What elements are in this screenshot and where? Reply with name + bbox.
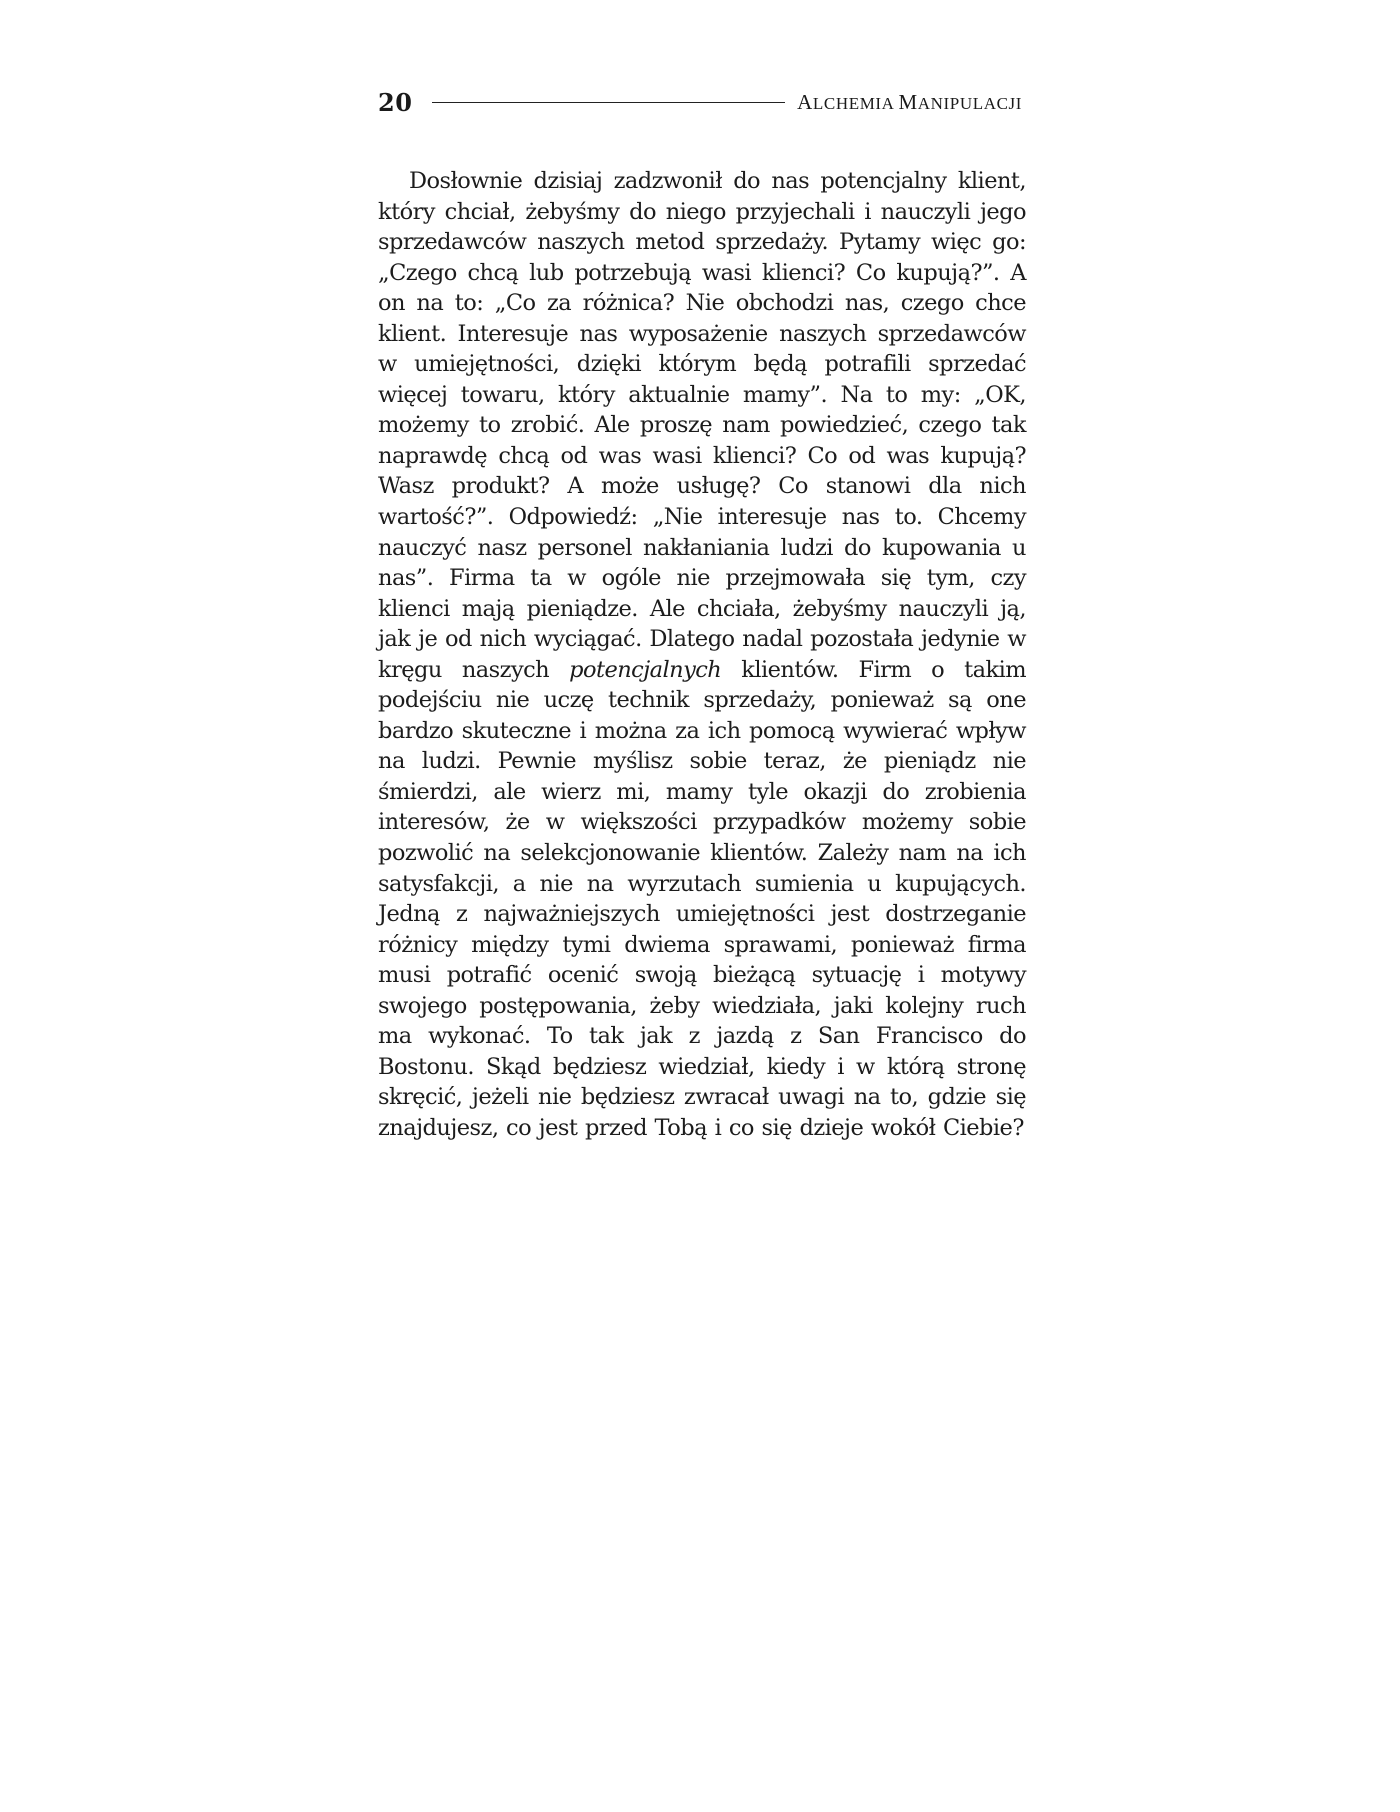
running-title-rest-2: ANIPULACJI — [917, 93, 1022, 113]
paragraph-text-2: klientów. Firm o takim podejściu nie uczę technik sprzedaży, ponieważ są one bardzo skuteczne i można za ich pomocą wywierać wpływ na ludzi. Pewnie myślisz sobie teraz, że pieniądz nie śmierdzi, ale wierz mi, mamy tyle okazji do zrobienia interesów, że w większości przypadków możemy sobie pozwolić na selekcjonowanie klientów. Zależy nam na ich satysfakcji, a nie na wyrzutach sumienia u kupujących. Jedną z najważniejszych umiejętności jest dostrzeganie różnicy między tymi dwiema sprawami, ponieważ firma musi potrafić ocenić swoją bieżącą sytuację i motywy swojego postępowania, żeby wiedziała, jaki kolejny ruch ma wykonać. To tak jak z jazdą z San Francisco do Bostonu. Skąd będziesz wiedział, kiedy i w którą stronę skręcić, jeżeli nie będziesz zwracał uwagi na to, gdzie się znajdujesz, co jest przed Tobą i co się dzieje wokół Ciebie? — [378, 656, 1026, 1141]
running-title-rest-1: LCHEMIA — [812, 93, 899, 113]
running-title-initial-m: M — [898, 89, 918, 114]
header-rule — [432, 102, 785, 103]
running-header — [378, 84, 1022, 120]
running-title — [797, 90, 1022, 115]
page-number: 20 — [378, 87, 413, 117]
body-paragraph — [378, 166, 1026, 1144]
paragraph-text-1: Dosłownie dzisiaj zadzwonił do nas potencjalny klient, który chciał, żebyśmy do niego przyjechali i nauczyli jego sprzedawców naszych metod sprzedaży. Pytamy więc go: „Czego chcą lub potrzebują wasi klienci? Co kupują?”. A on na to: „Co za różnica? Nie obchodzi nas, czego chce klient. Interesuje nas wyposażenie naszych sprzedawców w umiejętności, dzięki którym będą potrafili sprzedać więcej towaru, który aktualnie mamy”. Na to my: „OK, możemy to zrobić. Ale proszę nam powiedzieć, czego tak naprawdę chcą od was wasi klienci? Co od was kupują? Wasz produkt? A może usługę? Co stanowi dla nich wartość?”. Odpowiedź: „Nie interesuje nas to. Chcemy nauczyć nasz personel nakłaniania ludzi do kupowania u nas”. Firma ta w ogóle nie przejmowała się tym, czy klienci mają pieniądze. Ale chciała, żebyśmy nauczyli ją, jak je od nich wyciągać. Dlatego nadal pozostała jedynie w kręgu naszych — [378, 168, 1026, 683]
running-title-initial-a: A — [797, 89, 813, 114]
italic-emphasis: potencjalnych — [569, 656, 722, 683]
